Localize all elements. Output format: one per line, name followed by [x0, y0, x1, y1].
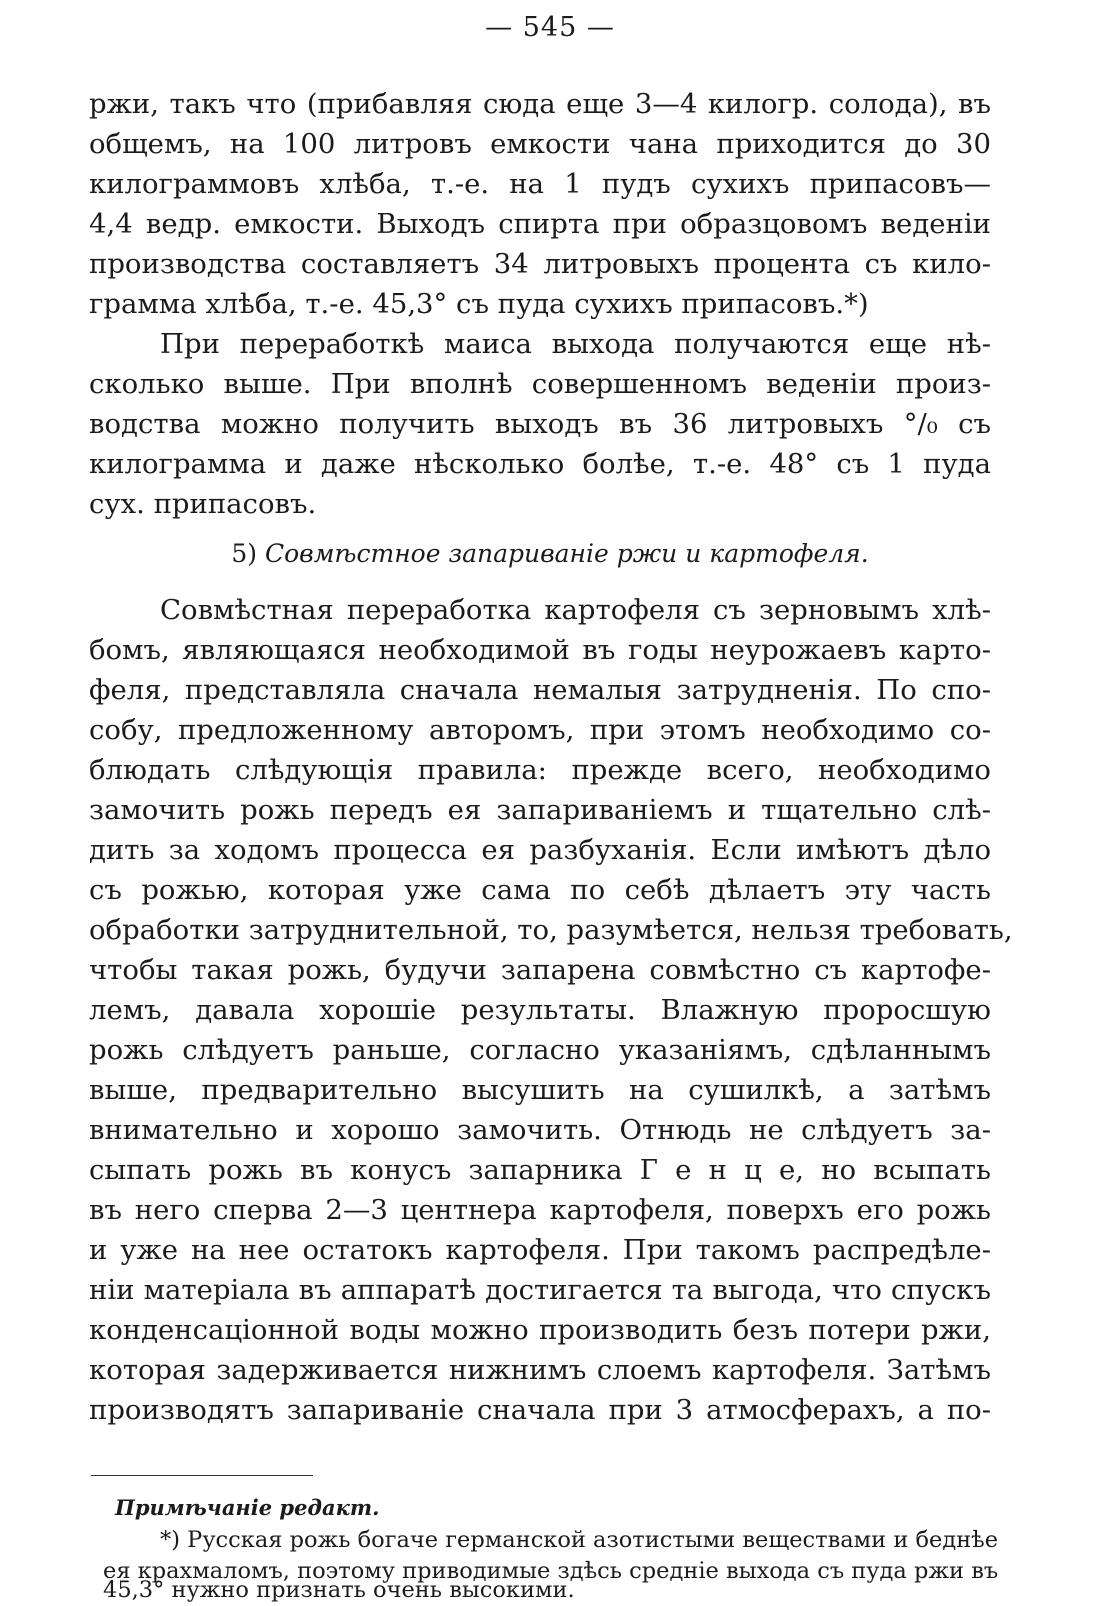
text-line: сыпать рожь въ конусъ запарника Г е н ц е, но всыпать — [89, 1154, 991, 1186]
page-number: — 545 — — [485, 12, 615, 43]
text-line: При переработкѣ маиса выхода получаются еще нѣ- — [160, 328, 991, 360]
text-line: килограммовъ хлѣба, т.-е. на 1 пудъ сухихъ припасовъ— — [89, 168, 991, 200]
footnote-line: ея крахмаломъ, поэтому приводимые здѣсь средніе выхода съ пуда ржи въ — [103, 1558, 999, 1584]
text-line: лемъ, давала хорошіе результаты. Влажную проросшую — [89, 994, 991, 1026]
text-line: блюдать слѣдующія правила: прежде всего, необходимо — [89, 754, 991, 786]
section-heading — [0, 536, 1100, 572]
text-line: 4,4 ведр. емкости. Выходъ спирта при образцовомъ веденіи — [89, 208, 991, 240]
text-line: водства можно получить выходъ въ 36 литровыхъ °/₀ съ — [89, 408, 991, 440]
text-line: рожь слѣдуетъ раньше, согласно указаніямъ, сдѣланнымъ — [89, 1034, 991, 1066]
text-line: Совмѣстная переработка картофеля съ зерновымъ хлѣ- — [160, 594, 991, 626]
footnote-line: *) Русская рожь богаче германской азотистыми веществами и беднѣе — [160, 1527, 999, 1553]
text-line: обработки затруднительной, то, разумѣется, нельзя требовать, — [89, 914, 1013, 946]
text-line: конденсаціонной воды можно производить безъ потери ржи, — [89, 1314, 991, 1346]
text-line: ржи, такъ что (прибавляя сюда еще 3—4 килогр. солода), въ — [89, 88, 991, 120]
text-line: дить за ходомъ процесса ея разбуханія. Если имѣютъ дѣло — [89, 834, 991, 866]
text-line: выше, предварительно высушить на сушилкѣ, а затѣмъ — [89, 1074, 991, 1106]
text-line: которая задерживается нижнимъ слоемъ картофеля. Затѣмъ — [89, 1354, 991, 1386]
text-line: общемъ, на 100 литровъ емкости чана приходится до 30 — [89, 128, 991, 160]
text-line: съ рожью, которая уже сама по себѣ дѣлаетъ эту часть — [89, 874, 991, 906]
footnote-line: 45,3° нужно признать очень высокими. — [103, 1577, 575, 1603]
text-line: феля, представляла сначала немалыя затрудненія. По спо- — [89, 674, 991, 706]
text-line: замочить рожь передъ ея запариваніемъ и тщательно слѣ- — [89, 794, 991, 826]
text-line: и уже на нее остатокъ картофеля. При такомъ распредѣле- — [89, 1234, 991, 1266]
text-line: бомъ, являющаяся необходимой въ годы неурожаевъ карто- — [89, 634, 991, 666]
footnote-title: Примѣчаніе редакт. — [115, 1495, 380, 1520]
section-number: 5) — [231, 539, 258, 568]
text-line: сколько выше. При вполнѣ совершенномъ веденіи произ- — [89, 368, 991, 400]
footnote-divider — [91, 1475, 313, 1476]
text-line: грамма хлѣба, т.-е. 45,3° съ пуда сухихъ припасовъ.*) — [89, 288, 869, 320]
section-title: Совмѣстное запариваніе ржи и картофеля. — [264, 539, 869, 568]
text-line: ніи матеріала въ аппаратѣ достигается та выгода, что спускъ — [89, 1274, 991, 1306]
text-line: чтобы такая рожь, будучи запарена совмѣстно съ картофе- — [89, 954, 991, 986]
text-line: килограмма и даже нѣсколько болѣе, т.-е. 48° съ 1 пуда — [89, 448, 991, 480]
text-line: внимательно и хорошо замочить. Отнюдь не слѣдуетъ за- — [89, 1114, 991, 1146]
text-line: въ него сперва 2—3 центнера картофеля, поверхъ его рожь — [89, 1194, 991, 1226]
text-line: собу, предложенному авторомъ, при этомъ необходимо со- — [89, 714, 991, 746]
text-line: сух. припасовъ. — [89, 488, 317, 520]
text-line: производятъ запариваніе сначала при 3 атмосферахъ, а по- — [89, 1394, 991, 1426]
text-line: производства составляетъ 34 литровыхъ процента съ кило- — [89, 248, 991, 280]
